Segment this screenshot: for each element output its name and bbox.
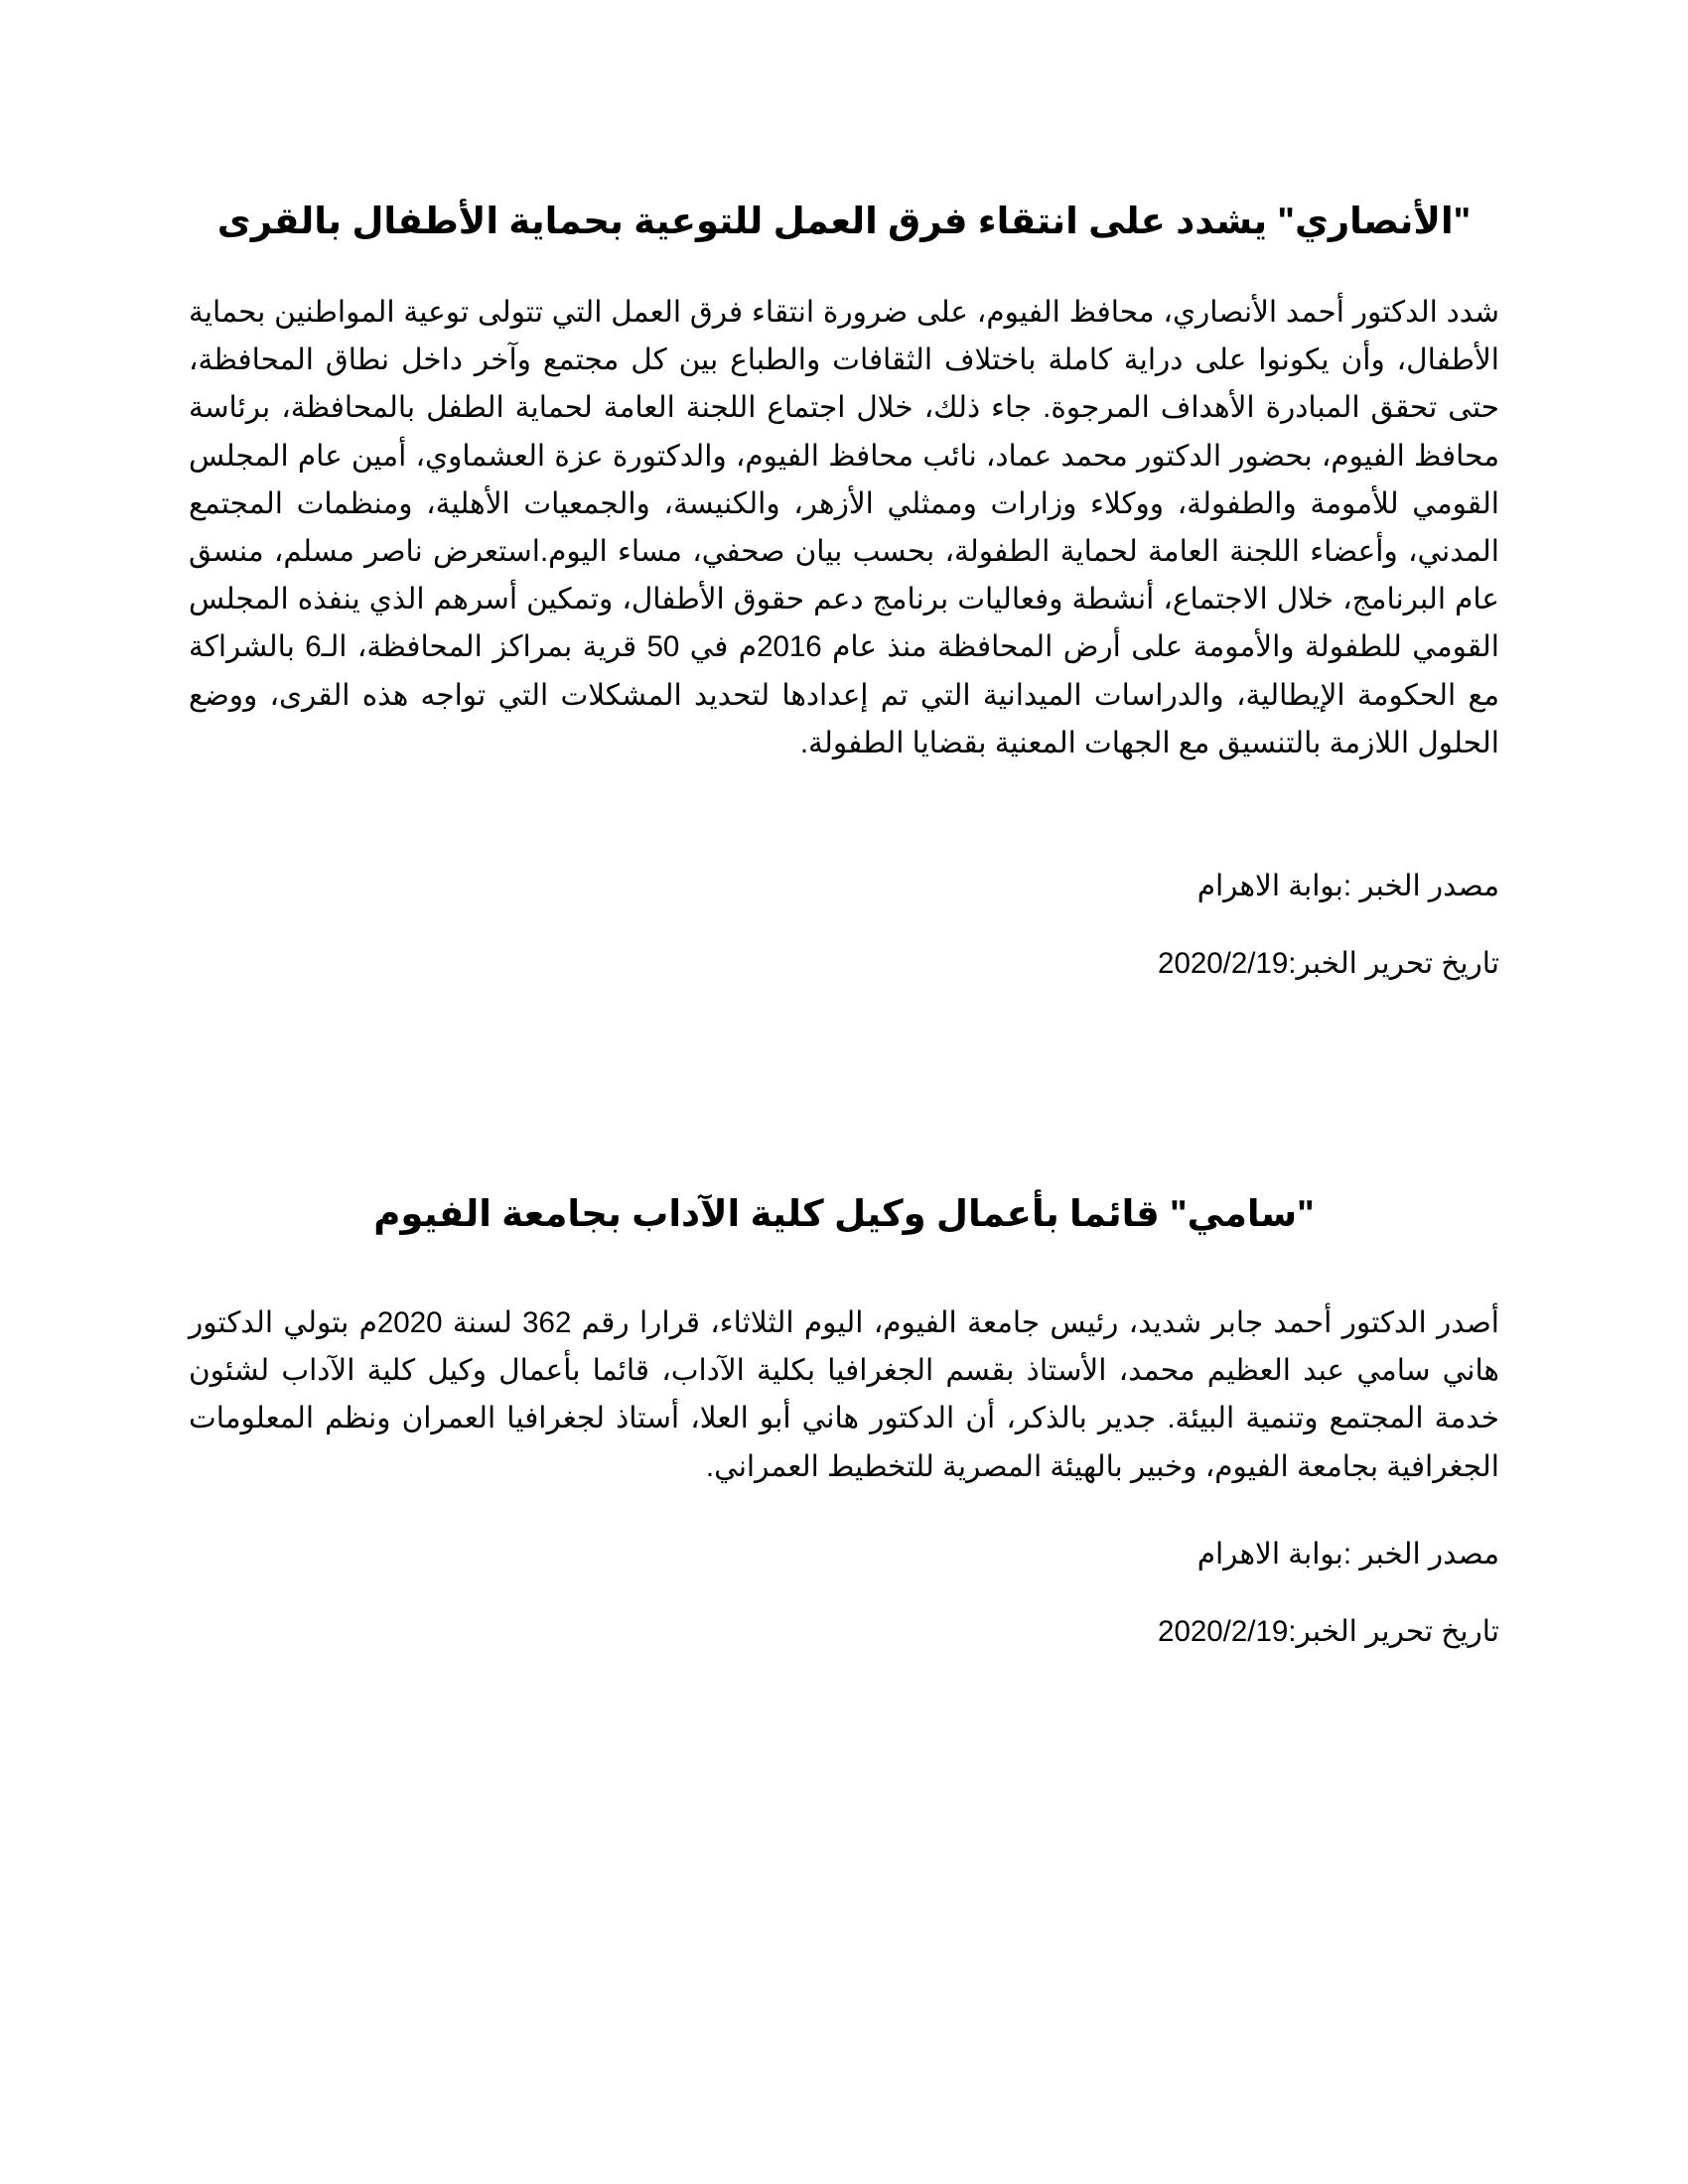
news-article-2 bbox=[189, 1186, 1499, 1652]
article-source: مصدر الخبر :بوابة الاهرام bbox=[1196, 1537, 1499, 1570]
article-body: أصدر الدكتور أحمد جابر شديد، رئيس جامعة الفيوم، اليوم الثلاثاء، قرارا رقم 362 لسنة 2020م بتولي الدكتور هاني سامي عبد العظيم محمد، الأستاذ بقسم الجغرافيا بكلية الآداب، قائما بأعمال وكيل كلية الآداب لشئون خدمة المجتمع وتنمية البيئة. جدير بالذكر، أن الدكتور هاني أبو العلا، أستاذ لجغرافيا العمران ونظم المعلومات الجغرافية بجامعة الفيوم، وخبير بالهيئة المصرية للتخطيط العمراني. bbox=[189, 1306, 1499, 1483]
article-headline: "سامي" قائما بأعمال وكيل كلية الآداب بجامعة الفيوم bbox=[373, 1193, 1315, 1234]
news-article-1 bbox=[189, 194, 1499, 984]
document-page bbox=[189, 0, 1499, 2184]
article-date: تاريخ تحرير الخبر:2020/2/19 bbox=[1158, 1614, 1499, 1648]
article-source: مصدر الخبر :بوابة الاهرام bbox=[1196, 870, 1499, 903]
article-body: شدد الدكتور أحمد الأنصاري، محافظ الفيوم، على ضرورة انتقاء فرق العمل التي تتولى توعية المواطنين بحماية الأطفال، وأن يكونوا على دراية كاملة باختلاف الثقافات والطباع بين كل مجتمع وآخر داخل نطاق المحافظة، حتى تحقق المبادرة الأهداف المرجوة. جاء ذلك، خلال اجتماع اللجنة العامة لحماية الطفل بالمحافظة، برئاسة محافظ الفيوم، بحضور الدكتور محمد عماد، نائب محافظ الفيوم، والدكتورة عزة العشماوي، أمين عام المجلس القومي للأمومة والطفولة، ووكلاء وزارات وممثلي الأزهر، والكنيسة، والجمعيات الأهلية، ومنظمات المجتمع المدني، وأعضاء اللجنة العامة لحماية الطفولة، بحسب بيان صحفي، مساء اليوم.استعرض ناصر مسلم، منسق عام البرنامج، خلال الاجتماع، أنشطة وفعاليات برنامج دعم حقوق الأطفال، وتمكين أسرهم الذي ينفذه المجلس القومي للطفولة والأمومة على أرض المحافظة منذ عام 2016م في 50 قرية بمراكز المحافظة، الـ6 بالشراكة مع الحكومة الإيطالية، والدراسات الميدانية التي تم إعدادها لتحديد المشكلات التي تواجه هذه القرى، ووضع الحلول اللازمة بالتنسيق مع الجهات المعنية بقضايا الطفولة. bbox=[189, 296, 1499, 759]
article-headline: "الأنصاري" يشدد على انتقاء فرق العمل للتوعية بحماية الأطفال بالقرى bbox=[216, 201, 1472, 241]
article-date: تاريخ تحرير الخبر:2020/2/19 bbox=[1158, 947, 1499, 981]
